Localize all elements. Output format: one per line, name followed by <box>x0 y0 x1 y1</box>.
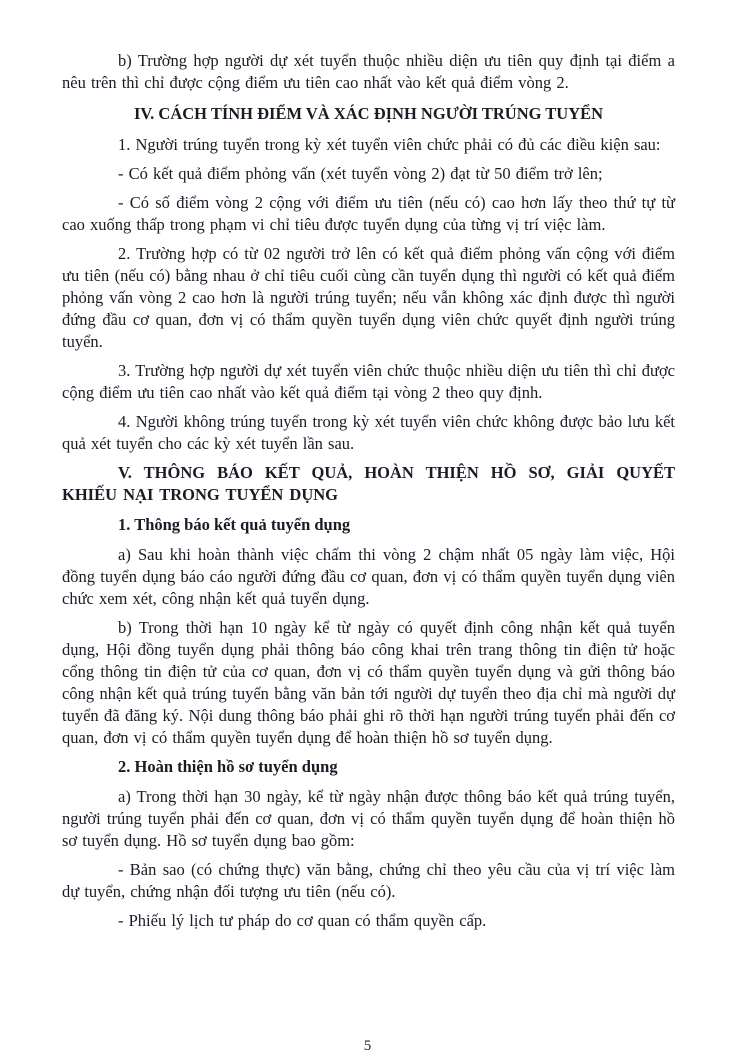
paragraph-point-a-dossier: a) Trong thời hạn 30 ngày, kể từ ngày nhận được thông báo kết quả trúng tuyển, người trúng tuyển phải đến cơ quan, đơn vị có thẩm quyền tuyển dụng để hoàn thiện hồ sơ tuyển dụng. Hồ sơ tuyển dụng bao gồm: <box>62 787 675 850</box>
subheading-result-notification: 1. Thông báo kết quả tuyển dụng <box>118 515 351 534</box>
bullet-certified-copies: - Bản sao (có chứng thực) văn bằng, chứng chỉ theo yêu cầu của vị trí việc làm dự tuyển, chứng nhận đối tượng ưu tiên (nếu có). <box>62 860 675 901</box>
section-heading-iv: IV. CÁCH TÍNH ĐIỂM VÀ XÁC ĐỊNH NGƯỜI TRÚNG TUYỂN <box>133 104 604 123</box>
bullet-judicial-record: - Phiếu lý lịch tư pháp do cơ quan có thẩm quyền cấp. <box>118 911 487 930</box>
paragraph-point-b-notification: b) Trong thời hạn 10 ngày kể từ ngày có quyết định công nhận kết quả tuyển dụng, Hội đồng tuyển dụng phải thông báo công khai trên trang thông tin điện tử hoặc cổng thông tin điện tử của cơ quan, đơn vị có thẩm quyền tuyển dụng và gửi thông báo công nhận kết quả trúng tuyển bằng văn bản tới người dự tuyển theo địa chỉ mà người dự tuyển đã đăng ký. Nội dung thông báo phải ghi rõ thời hạn người trúng tuyển phải đến cơ quan, đơn vị có thẩm quyền tuyển dụng để hoàn thiện hồ sơ tuyển dụng. <box>62 618 675 747</box>
page-number: 5 <box>363 1038 372 1054</box>
subheading-dossier-completion: 2. Hoàn thiện hồ sơ tuyển dụng <box>118 757 338 776</box>
paragraph-point-b-previous-section: b) Trường hợp người dự xét tuyển thuộc nhiều diện ưu tiên quy định tại điểm a nêu trên thì chỉ được cộng điểm ưu tiên cao nhất vào kết quả điểm vòng 2. <box>62 51 675 92</box>
bullet-score-round2: - Có kết quả điểm phỏng vấn (xét tuyển vòng 2) đạt từ 50 điểm trở lên; <box>118 164 603 183</box>
paragraph-item-4: 4. Người không trúng tuyển trong kỳ xét tuyển viên chức không được bảo lưu kết quả xét tuyển cho các kỳ xét tuyển lần sau. <box>62 412 675 453</box>
paragraph-item-1: 1. Người trúng tuyển trong kỳ xét tuyển viên chức phải có đủ các điều kiện sau: <box>118 135 661 154</box>
paragraph-item-3: 3. Trường hợp người dự xét tuyển viên chức thuộc nhiều diện ưu tiên thì chỉ được cộng điểm ưu tiên cao nhất vào kết quả điểm tại vòng 2 theo quy định. <box>62 361 675 402</box>
section-heading-v: V. THÔNG BÁO KẾT QUẢ, HOÀN THIỆN HỒ SƠ, GIẢI QUYẾT KHIẾU NẠI TRONG TUYỂN DỤNG <box>62 463 675 504</box>
paragraph-point-a-notification: a) Sau khi hoàn thành việc chấm thi vòng 2 chậm nhất 05 ngày làm việc, Hội đồng tuyển dụng báo cáo người đứng đầu cơ quan, đơn vị có thẩm quyền tuyển dụng viên chức xem xét, công nhận kết quả tuyển dụng. <box>62 545 675 608</box>
bullet-score-priority: - Có số điểm vòng 2 cộng với điểm ưu tiên (nếu có) cao hơn lấy theo thứ tự từ cao xuống thấp trong phạm vi chỉ tiêu được tuyển dụng của từng vị trí việc làm. <box>62 193 675 234</box>
paragraph-item-2: 2. Trường hợp có từ 02 người trở lên có kết quả điểm phỏng vấn cộng với điểm ưu tiên (nếu có) bằng nhau ở chỉ tiêu cuối cùng cần tuyển dụng thì người có kết quả điểm phỏng vấn vòng 2 cao hơn là người trúng tuyển; nếu vẫn không xác định được thì người đứng đầu cơ quan, đơn vị có thẩm quyền tuyển dụng viên chức quyết định người trúng tuyển. <box>62 244 675 351</box>
